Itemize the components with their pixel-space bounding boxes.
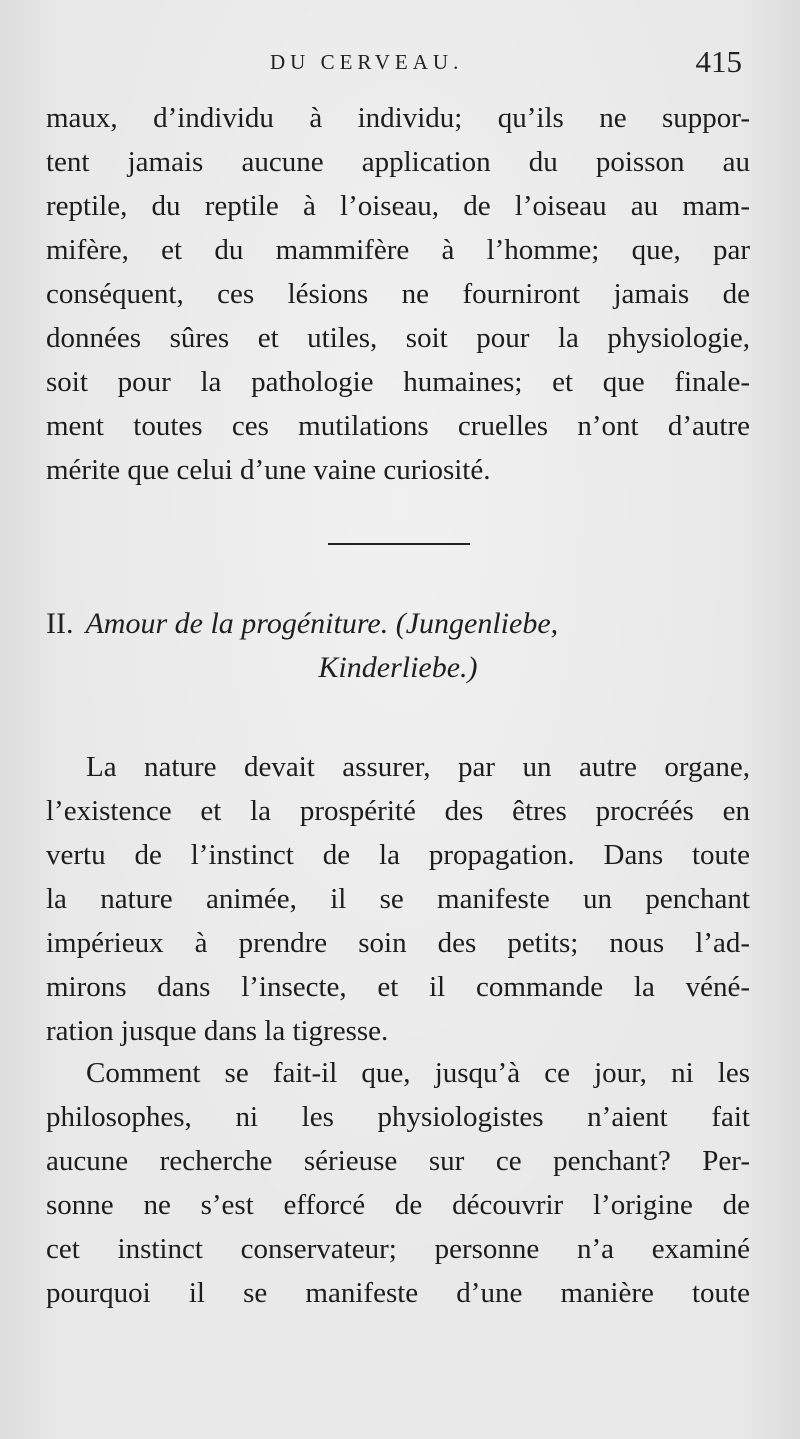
text-line: conséquent, ces lésions ne fourniront jamais de [46, 278, 750, 310]
paragraph [46, 1051, 750, 1315]
text-line: reptile, du reptile à l’oiseau, de l’oiseau au mam- [46, 190, 750, 222]
page-number: 415 [695, 44, 742, 79]
text-line: pourquoi il se manifeste d’une manière toute [46, 1277, 750, 1309]
text-line: maux, d’individu à individu; qu’ils ne suppor- [46, 102, 750, 134]
text-line: mirons dans l’insecte, et il commande la véné- [46, 971, 750, 1003]
section-heading [46, 602, 750, 690]
text-line: la nature animée, il se manifeste un penchant [46, 883, 750, 915]
text-line: cet instinct conservateur; personne n’a examiné [46, 1233, 750, 1265]
section-number: II. [46, 607, 74, 640]
text-line: soit pour la pathologie humaines; et que finale- [46, 366, 750, 398]
text-line: impérieux à prendre soin des petits; nous l’ad- [46, 927, 750, 959]
text-line: Comment se fait-il que, jusqu’à ce jour, ni les [86, 1057, 750, 1089]
text-line: l’existence et la prospérité des êtres procréés en [46, 795, 750, 827]
text-line: ment toutes ces mutilations cruelles n’ont d’autre [46, 410, 750, 442]
text-line: tent jamais aucune application du poisson au [46, 146, 750, 178]
section-title-line-2: Kinderliebe.) [318, 651, 478, 684]
section-divider [328, 543, 470, 545]
paragraph-continuation [46, 96, 750, 492]
text-line: philosophes, ni les physiologistes n’aient fait [46, 1101, 750, 1133]
text-line: mérite que celui d’une vaine curiosité. [46, 454, 491, 486]
section-title-line-1: Amour de la progéniture. (Jungenliebe, [85, 607, 559, 640]
text-line: ration jusque dans la tigresse. [46, 1015, 389, 1047]
page-header [0, 44, 800, 84]
text-line: La nature devait assurer, par un autre organe, [86, 751, 750, 783]
text-line: vertu de l’instinct de la propagation. Dans toute [46, 839, 750, 871]
text-line: mifère, et du mammifère à l’homme; que, par [46, 234, 750, 266]
text-line: données sûres et utiles, soit pour la physiologie, [46, 322, 750, 354]
paragraph [46, 745, 750, 1053]
text-line: aucune recherche sérieuse sur ce penchant? Per- [46, 1145, 750, 1177]
text-line: sonne ne s’est efforcé de découvrir l’origine de [46, 1189, 750, 1221]
running-title: DU CERVEAU. [270, 50, 464, 74]
